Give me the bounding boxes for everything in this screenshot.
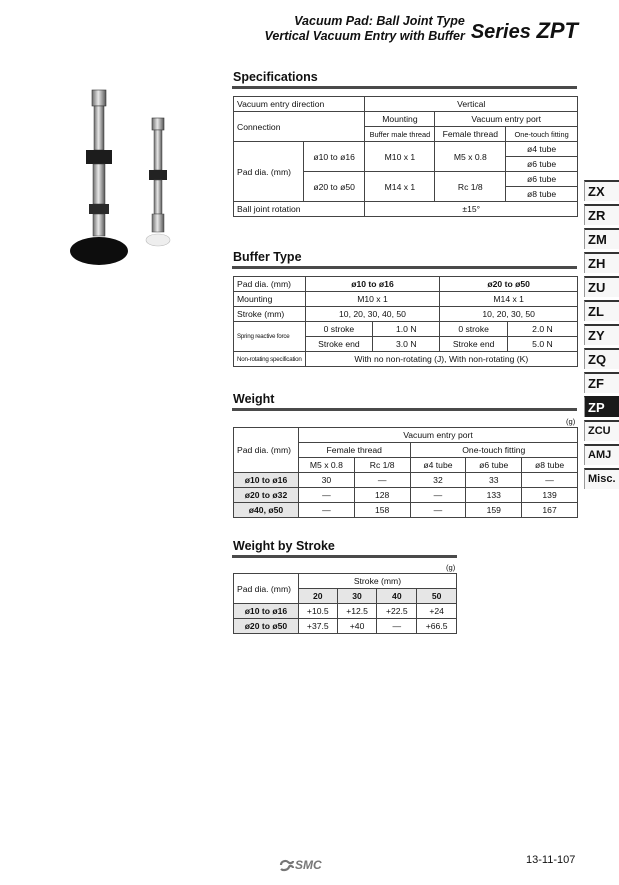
non-rotating-value: With no non-rotating (J), With non-rotating (K) bbox=[305, 352, 577, 367]
sidebar-tab-zp[interactable]: ZP bbox=[584, 396, 619, 417]
weight-table bbox=[233, 427, 578, 518]
one-touch-fitting-label: One-touch fitting bbox=[506, 127, 578, 142]
spec-tube-2b: ø8 tube bbox=[506, 187, 578, 202]
weight-cell: 33 bbox=[466, 473, 522, 488]
weight-cell: — bbox=[522, 473, 578, 488]
smc-logo bbox=[279, 858, 322, 872]
weight-cell: 139 bbox=[522, 488, 578, 503]
specifications-title: Specifications bbox=[233, 70, 318, 84]
series-title bbox=[471, 19, 578, 44]
weight-one-touch-fitting-label: One-touch fitting bbox=[410, 443, 577, 458]
buffer-type-title-rule bbox=[232, 266, 577, 269]
weight-cell: 128 bbox=[354, 488, 410, 503]
specifications-title-rule bbox=[232, 86, 577, 89]
weight-cell: — bbox=[354, 473, 410, 488]
weight-col-header: M5 x 0.8 bbox=[298, 458, 354, 473]
ball-joint-rotation-label: Ball joint rotation bbox=[234, 202, 365, 217]
spec-mounting-2: M14 x 1 bbox=[365, 172, 435, 202]
stroke-cell: +40 bbox=[337, 619, 377, 634]
header-title-block bbox=[265, 14, 465, 44]
vacuum-entry-direction-value: Vertical bbox=[365, 97, 578, 112]
weight-pad-dia-label: Pad dia. (mm) bbox=[234, 428, 299, 473]
stroke-row-label: ø10 to ø16 bbox=[234, 604, 299, 619]
smc-logo-text: SMC bbox=[295, 858, 322, 872]
buffer-type-title: Buffer Type bbox=[233, 250, 302, 264]
spec-female-1: M5 x 0.8 bbox=[435, 142, 506, 172]
weight-cell: — bbox=[410, 488, 466, 503]
buffer-col-1: ø10 to ø16 bbox=[305, 277, 440, 292]
stroke-cell: — bbox=[377, 619, 417, 634]
buffer-male-thread-label: Buffer male thread bbox=[365, 127, 435, 142]
header-line-1: Vacuum Pad: Ball Joint Type bbox=[294, 14, 465, 28]
weight-by-stroke-table bbox=[233, 573, 457, 634]
weight-cell: 32 bbox=[410, 473, 466, 488]
weight-title: Weight bbox=[233, 392, 275, 406]
weight-row-label: ø40, ø50 bbox=[234, 503, 299, 518]
pad-dia-label: Pad dia. (mm) bbox=[234, 142, 304, 202]
stroke-col-header: 50 bbox=[417, 589, 457, 604]
table-row bbox=[234, 488, 578, 503]
table-row bbox=[234, 604, 457, 619]
spring-reactive-force-label: Spring reactive force bbox=[234, 322, 306, 352]
series-name: ZPT bbox=[536, 18, 578, 43]
stroke-pad-dia-label: Pad dia. (mm) bbox=[234, 574, 299, 604]
weight-row-label: ø10 to ø16 bbox=[234, 473, 299, 488]
weight-cell: 158 bbox=[354, 503, 410, 518]
sidebar-tab-zr[interactable]: ZR bbox=[584, 204, 619, 225]
stroke-cell: +37.5 bbox=[298, 619, 337, 634]
stroke-cell: +22.5 bbox=[377, 604, 417, 619]
weight-unit: (g) bbox=[566, 417, 576, 426]
stroke-cell: +12.5 bbox=[337, 604, 377, 619]
buffer-stroke-1: 10, 20, 30, 40, 50 bbox=[305, 307, 440, 322]
weight-col-header: ø6 tube bbox=[466, 458, 522, 473]
weight-cell: 167 bbox=[522, 503, 578, 518]
smc-logo-icon bbox=[279, 858, 295, 872]
vacuum-entry-direction-label: Vacuum entry direction bbox=[234, 97, 365, 112]
spec-mounting-1: M10 x 1 bbox=[365, 142, 435, 172]
buffer-col-2: ø20 to ø50 bbox=[440, 277, 578, 292]
weight-by-stroke-title: Weight by Stroke bbox=[233, 539, 335, 553]
buffer-mounting-2: M14 x 1 bbox=[440, 292, 578, 307]
stroke-cell: +10.5 bbox=[298, 604, 337, 619]
weight-title-rule bbox=[232, 408, 577, 411]
spec-range-1: ø10 to ø16 bbox=[303, 142, 365, 172]
stroke-col-header: 30 bbox=[337, 589, 377, 604]
spring-stroke-end-1: Stroke end bbox=[305, 337, 373, 352]
product-photo bbox=[68, 88, 188, 268]
spec-range-2: ø20 to ø50 bbox=[303, 172, 365, 202]
sidebar-tab-zf[interactable]: ZF bbox=[584, 372, 619, 393]
weight-by-stroke-unit: (g) bbox=[446, 563, 456, 572]
non-rotating-label: Non-rotating specification bbox=[234, 352, 306, 367]
spring-zero-stroke-1: 0 stroke bbox=[305, 322, 373, 337]
page-header bbox=[265, 14, 578, 44]
spring-1-zero: 1.0 N bbox=[373, 322, 440, 337]
weight-col-header: ø4 tube bbox=[410, 458, 466, 473]
sidebar-tab-zl[interactable]: ZL bbox=[584, 300, 619, 321]
sidebar-tab-amj[interactable]: AMJ bbox=[584, 444, 619, 465]
series-prefix: Series bbox=[470, 21, 531, 43]
sidebar-tab-zm[interactable]: ZM bbox=[584, 228, 619, 249]
weight-cell: 159 bbox=[466, 503, 522, 518]
spring-2-end: 5.0 N bbox=[507, 337, 577, 352]
weight-cell: — bbox=[298, 488, 354, 503]
series-index-sidebar bbox=[584, 180, 619, 492]
buffer-mounting-label: Mounting bbox=[234, 292, 306, 307]
specifications-table bbox=[233, 96, 578, 217]
weight-col-header: Rc 1/8 bbox=[354, 458, 410, 473]
stroke-cell: +24 bbox=[417, 604, 457, 619]
ball-joint-rotation-value: ±15° bbox=[365, 202, 578, 217]
buffer-stroke-label: Stroke (mm) bbox=[234, 307, 306, 322]
spec-tube-1b: ø6 tube bbox=[506, 157, 578, 172]
table-row bbox=[234, 473, 578, 488]
buffer-mounting-1: M10 x 1 bbox=[305, 292, 440, 307]
header-line-2: Vertical Vacuum Entry with Buffer bbox=[264, 29, 465, 43]
spring-stroke-end-2: Stroke end bbox=[440, 337, 508, 352]
buffer-type-table bbox=[233, 276, 578, 367]
weight-cell: — bbox=[298, 503, 354, 518]
female-thread-label: Female thread bbox=[435, 127, 506, 142]
sidebar-tab-zy[interactable]: ZY bbox=[584, 324, 619, 345]
sidebar-tab-zq[interactable]: ZQ bbox=[584, 348, 619, 369]
stroke-row-label: ø20 to ø50 bbox=[234, 619, 299, 634]
spring-zero-stroke-2: 0 stroke bbox=[440, 322, 508, 337]
spec-female-2: Rc 1/8 bbox=[435, 172, 506, 202]
table-row bbox=[234, 503, 578, 518]
sidebar-tab-zx[interactable]: ZX bbox=[584, 180, 619, 201]
sidebar-tab-zu[interactable]: ZU bbox=[584, 276, 619, 297]
stroke-col-header: 40 bbox=[377, 589, 417, 604]
weight-cell: — bbox=[410, 503, 466, 518]
vacuum-entry-port-label: Vacuum entry port bbox=[435, 112, 578, 127]
buffer-pad-dia-label: Pad dia. (mm) bbox=[234, 277, 306, 292]
weight-row-label: ø20 to ø32 bbox=[234, 488, 299, 503]
buffer-stroke-2: 10, 20, 30, 50 bbox=[440, 307, 578, 322]
spring-1-end: 3.0 N bbox=[373, 337, 440, 352]
weight-vacuum-entry-port-label: Vacuum entry port bbox=[298, 428, 577, 443]
weight-col-header: ø8 tube bbox=[522, 458, 578, 473]
stroke-col-header: 20 bbox=[298, 589, 337, 604]
sidebar-tab-zcu[interactable]: ZCU bbox=[584, 420, 619, 441]
connection-label: Connection bbox=[234, 112, 365, 142]
spec-tube-1a: ø4 tube bbox=[506, 142, 578, 157]
table-row bbox=[234, 619, 457, 634]
spec-tube-2a: ø6 tube bbox=[506, 172, 578, 187]
weight-cell: 30 bbox=[298, 473, 354, 488]
stroke-label: Stroke (mm) bbox=[298, 574, 456, 589]
sidebar-tab-zh[interactable]: ZH bbox=[584, 252, 619, 273]
page-number: 13-11-107 bbox=[526, 854, 576, 866]
weight-female-thread-label: Female thread bbox=[298, 443, 410, 458]
mounting-label: Mounting bbox=[365, 112, 435, 127]
weight-cell: 133 bbox=[466, 488, 522, 503]
stroke-cell: +66.5 bbox=[417, 619, 457, 634]
weight-by-stroke-title-rule bbox=[232, 555, 457, 558]
sidebar-tab-misc[interactable]: Misc. bbox=[584, 468, 619, 489]
spring-2-zero: 2.0 N bbox=[507, 322, 577, 337]
